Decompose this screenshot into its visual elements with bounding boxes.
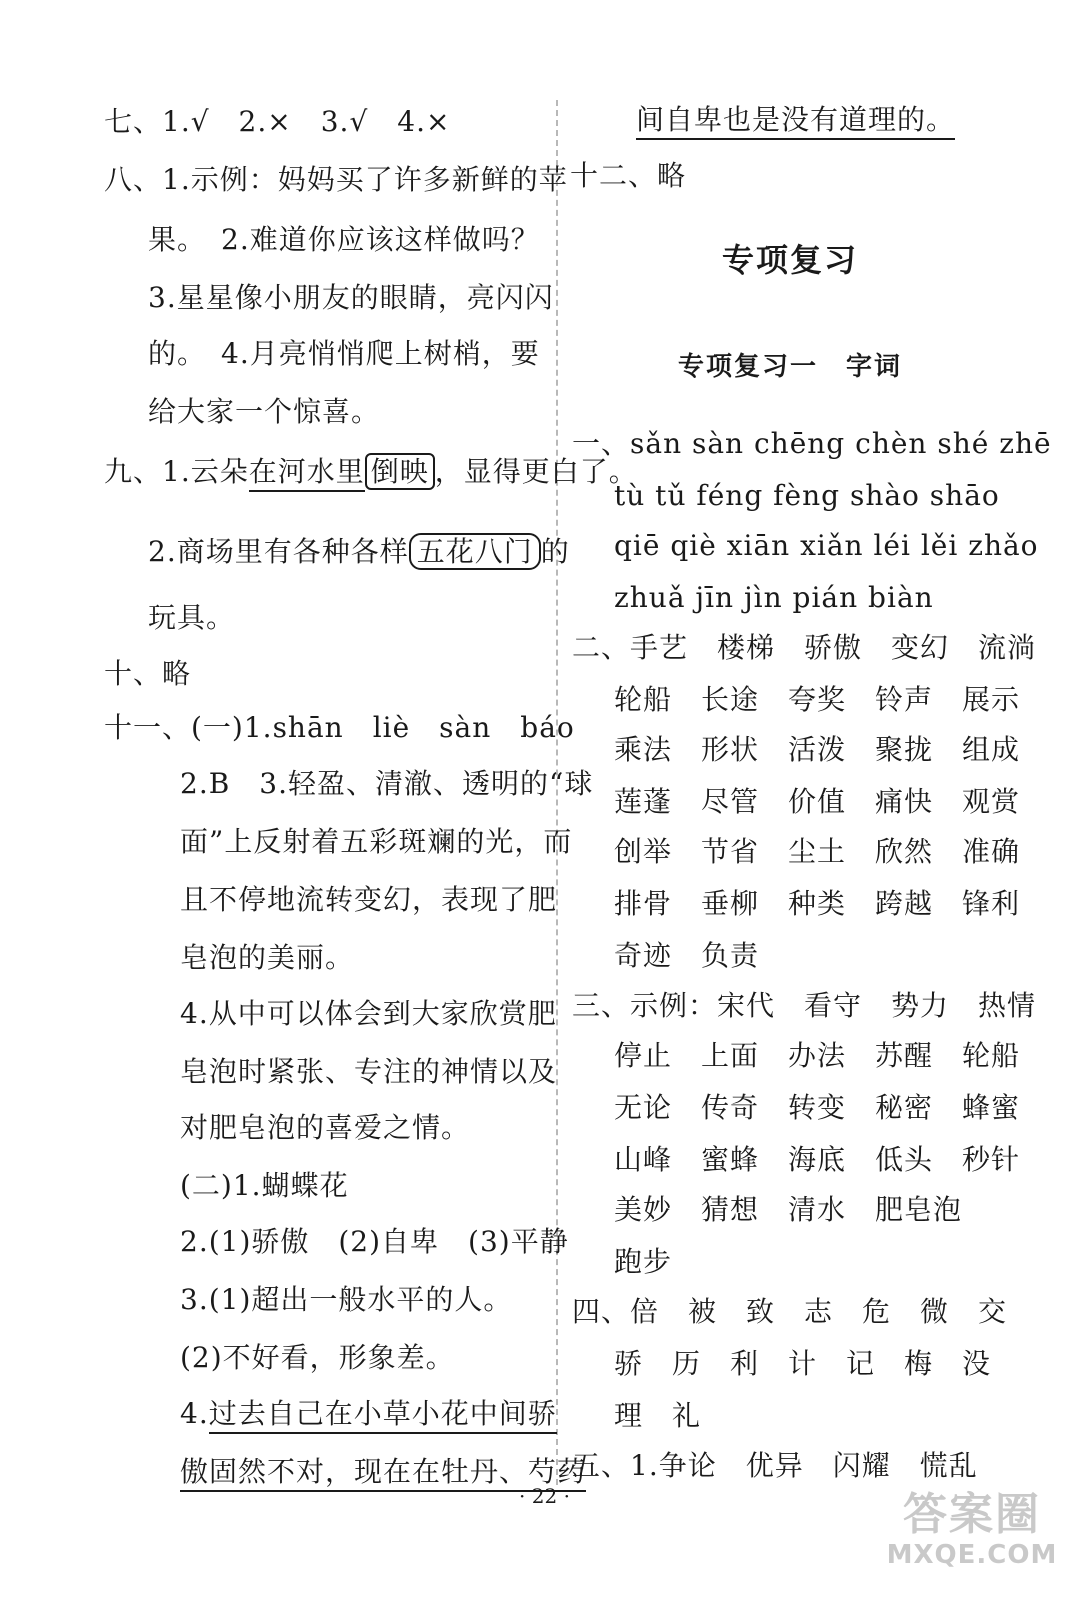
answer-line-7: 七、1.√ 2.× 3.√ 4.× — [104, 105, 451, 138]
subsection-heading: 专项复习一 字词 — [678, 352, 903, 382]
example-line-3: 无论 传奇 转变 秘密 蜂蜜 — [614, 1091, 1021, 1124]
pinyin-line-3: qiē qiè xiān xiǎn léi lěi zhǎo — [614, 529, 1039, 562]
answer-line-11-b4 — [180, 1394, 557, 1434]
underlined-sentence-1: 过去自己在小草小花中间骄 — [209, 1397, 557, 1434]
answer-line-11-b1: (二)1.蝴蝶花 — [180, 1169, 349, 1202]
example-line-2: 停止 上面 办法 苏醒 轮船 — [614, 1039, 1021, 1072]
example-line-4: 山峰 蜜蜂 海底 低头 秒针 — [614, 1143, 1021, 1176]
chars-line-3: 理 礼 — [614, 1399, 702, 1432]
answer-line-11-2: 2.B 3.轻盈、清澈、透明的“球 — [180, 767, 594, 800]
words-line-4: 莲蓬 尽管 价值 痛快 观赏 — [614, 785, 1021, 818]
line-b4-prefix: 4. — [180, 1397, 209, 1430]
underlined-sentence-2: 傲固然不对，现在在牡丹、芍药 — [180, 1455, 586, 1492]
line-9-suffix: ，显得更白了。 — [434, 455, 638, 488]
underlined-sentence-3: 间自卑也是没有道理的。 — [636, 103, 955, 140]
watermark-logo — [877, 1490, 1067, 1580]
answer-line-9-2 — [148, 532, 570, 572]
answer-line-9-2-cont: 玩具。 — [148, 601, 236, 634]
section-heading: 专项复习 — [722, 241, 859, 279]
answer-line-10: 十、略 — [104, 657, 192, 690]
pinyin-line-2: tù tǔ féng fèng shào shāo — [614, 479, 1000, 512]
words-line-7: 奇迹 负责 — [614, 939, 760, 972]
answer-line-8-cont: 果。 2.难道你应该这样做吗？ — [148, 223, 540, 256]
example-line-5: 美妙 猜想 清水 肥皂泡 — [614, 1193, 963, 1226]
answer-line-12: 十二、略 — [570, 159, 687, 192]
answer-line-8-3: 3.星星像小朋友的眼睛，亮闪闪 — [148, 281, 554, 314]
example-line-1: 三、示例：宋代 看守 势力 热情 — [572, 989, 1037, 1022]
answer-line-11-2-cont1: 面”上反射着五彩斑斓的光，而 — [180, 825, 573, 858]
answer-line-11: 十一、(一)1.shān liè sàn báo — [104, 711, 575, 744]
answer-line-8-4-cont: 给大家一个惊喜。 — [148, 395, 381, 428]
answer-line-9 — [104, 452, 638, 492]
answer-line-11-b4-cont2 — [636, 100, 955, 140]
answer-line-11-b3-2: (2)不好看，形象差。 — [180, 1341, 455, 1374]
chars-line-1: 四、倍 被 致 志 危 微 交 — [572, 1295, 1008, 1328]
words-line-3: 乘法 形状 活泼 聚拢 组成 — [614, 733, 1021, 766]
boxed-idiom: 五花八门 — [409, 533, 541, 570]
words-line-6: 排骨 垂柳 种类 跨越 锋利 — [614, 887, 1021, 920]
words-line-5: 创举 节省 尘土 欣然 准确 — [614, 835, 1021, 868]
answer-line-11-b3: 3.(1)超出一般水平的人。 — [180, 1283, 513, 1316]
words-line-1: 二、手艺 楼梯 骄傲 变幻 流淌 — [572, 631, 1037, 664]
words-section-5-line-1: 五、1.争论 优异 闪耀 慌乱 — [572, 1449, 978, 1482]
line-9-prefix: 九、1.云朵 — [104, 455, 249, 488]
page-number: · 22 · — [519, 1484, 570, 1508]
line-9-2-prefix: 2.商场里有各种各样 — [148, 535, 409, 568]
answer-line-11-2-cont2: 且不停地流转变幻，表现了肥 — [180, 883, 558, 916]
answer-line-11-2-cont3: 皂泡的美丽。 — [180, 941, 355, 974]
chars-line-2: 骄 历 利 计 记 梅 没 — [614, 1347, 992, 1380]
words-line-2: 轮船 长途 夸奖 铃声 展示 — [614, 683, 1021, 716]
boxed-word: 倒映 — [365, 453, 435, 490]
pinyin-line-4: zhuǎ jīn jìn pián biàn — [614, 581, 934, 614]
pinyin-line-1: 一、sǎn sàn chēng chèn shé zhē — [572, 427, 1052, 460]
watermark-top-text: 答案圈 — [903, 1489, 1041, 1540]
answer-line-11-b2: 2.(1)骄傲 (2)自卑 (3)平静 — [180, 1225, 569, 1258]
line-9-2-suffix: 的 — [540, 535, 570, 568]
answer-line-8: 八、1.示例：妈妈买了许多新鲜的苹 — [104, 163, 568, 196]
watermark-bottom-text: MXQE.COM — [886, 1540, 1058, 1570]
example-line-6: 跑步 — [614, 1245, 673, 1278]
answer-line-11-4-cont2: 对肥皂泡的喜爱之情。 — [180, 1111, 471, 1144]
underlined-phrase: 在河水里 — [249, 455, 365, 492]
answer-line-8-3-cont: 的。 4.月亮悄悄爬上树梢，要 — [148, 337, 540, 370]
answer-line-11-4: 4.从中可以体会到大家欣赏肥 — [180, 997, 557, 1030]
answer-line-11-4-cont1: 皂泡时紧张、专注的神情以及 — [180, 1055, 558, 1088]
